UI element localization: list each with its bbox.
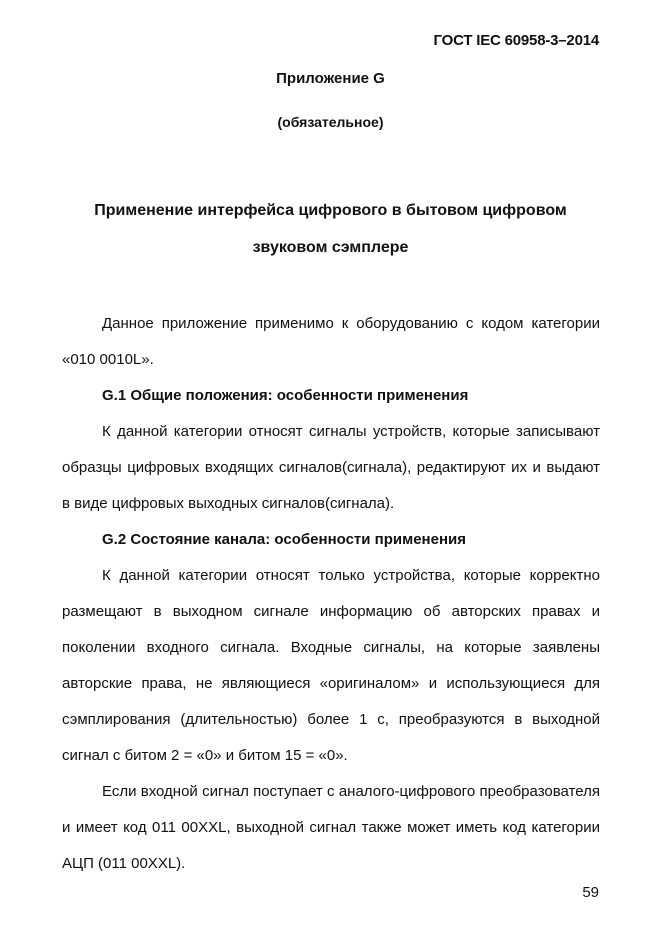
page-number: 59 xyxy=(582,884,599,901)
main-title-line-2: звуковом сэмплере xyxy=(252,239,409,256)
annex-main-title xyxy=(60,192,601,266)
intro-paragraph: Данное приложение применимо к оборудованию с кодом категории «010 0010L». xyxy=(62,315,600,368)
annex-status: (обязательное) xyxy=(277,114,384,130)
annex-title: Приложение G xyxy=(276,70,385,87)
section-g2-heading: G.2 Состояние канала: особенности применения xyxy=(102,531,466,548)
section-g2-paragraph-1: К данной категории относят только устройства, которые корректно размещают в выходном сигнале информацию об авторских правах и поколении входного сигнала. Входные сигналы, на которые заявлены авторские права, не являющиеся «оригиналом» и использующиеся для сэмплирования (длительностью) более 1 с, преобразуются в выходной сигнал с битом 2 = «0» и битом 15 = «0». xyxy=(62,567,600,764)
section-g2-paragraph-2: Если входной сигнал поступает с аналого-цифрового преобразователя и имеет код 011 00XXL, выходной сигнал также может иметь код категории АЦП (011 00XXL). xyxy=(62,783,600,872)
standard-code-header: ГОСТ IEC 60958-3–2014 xyxy=(433,32,599,49)
document-body xyxy=(62,306,600,882)
section-g1-heading: G.1 Общие положения: особенности применения xyxy=(102,387,469,404)
main-title-line-1: Применение интерфейса цифрового в бытовом цифровом xyxy=(94,202,567,219)
section-g1-paragraph: К данной категории относят сигналы устройств, которые записывают образцы цифровых входящих сигналов(сигнала), редактируют их и выдают в виде цифровых выходных сигналов(сигнала). xyxy=(62,423,600,512)
